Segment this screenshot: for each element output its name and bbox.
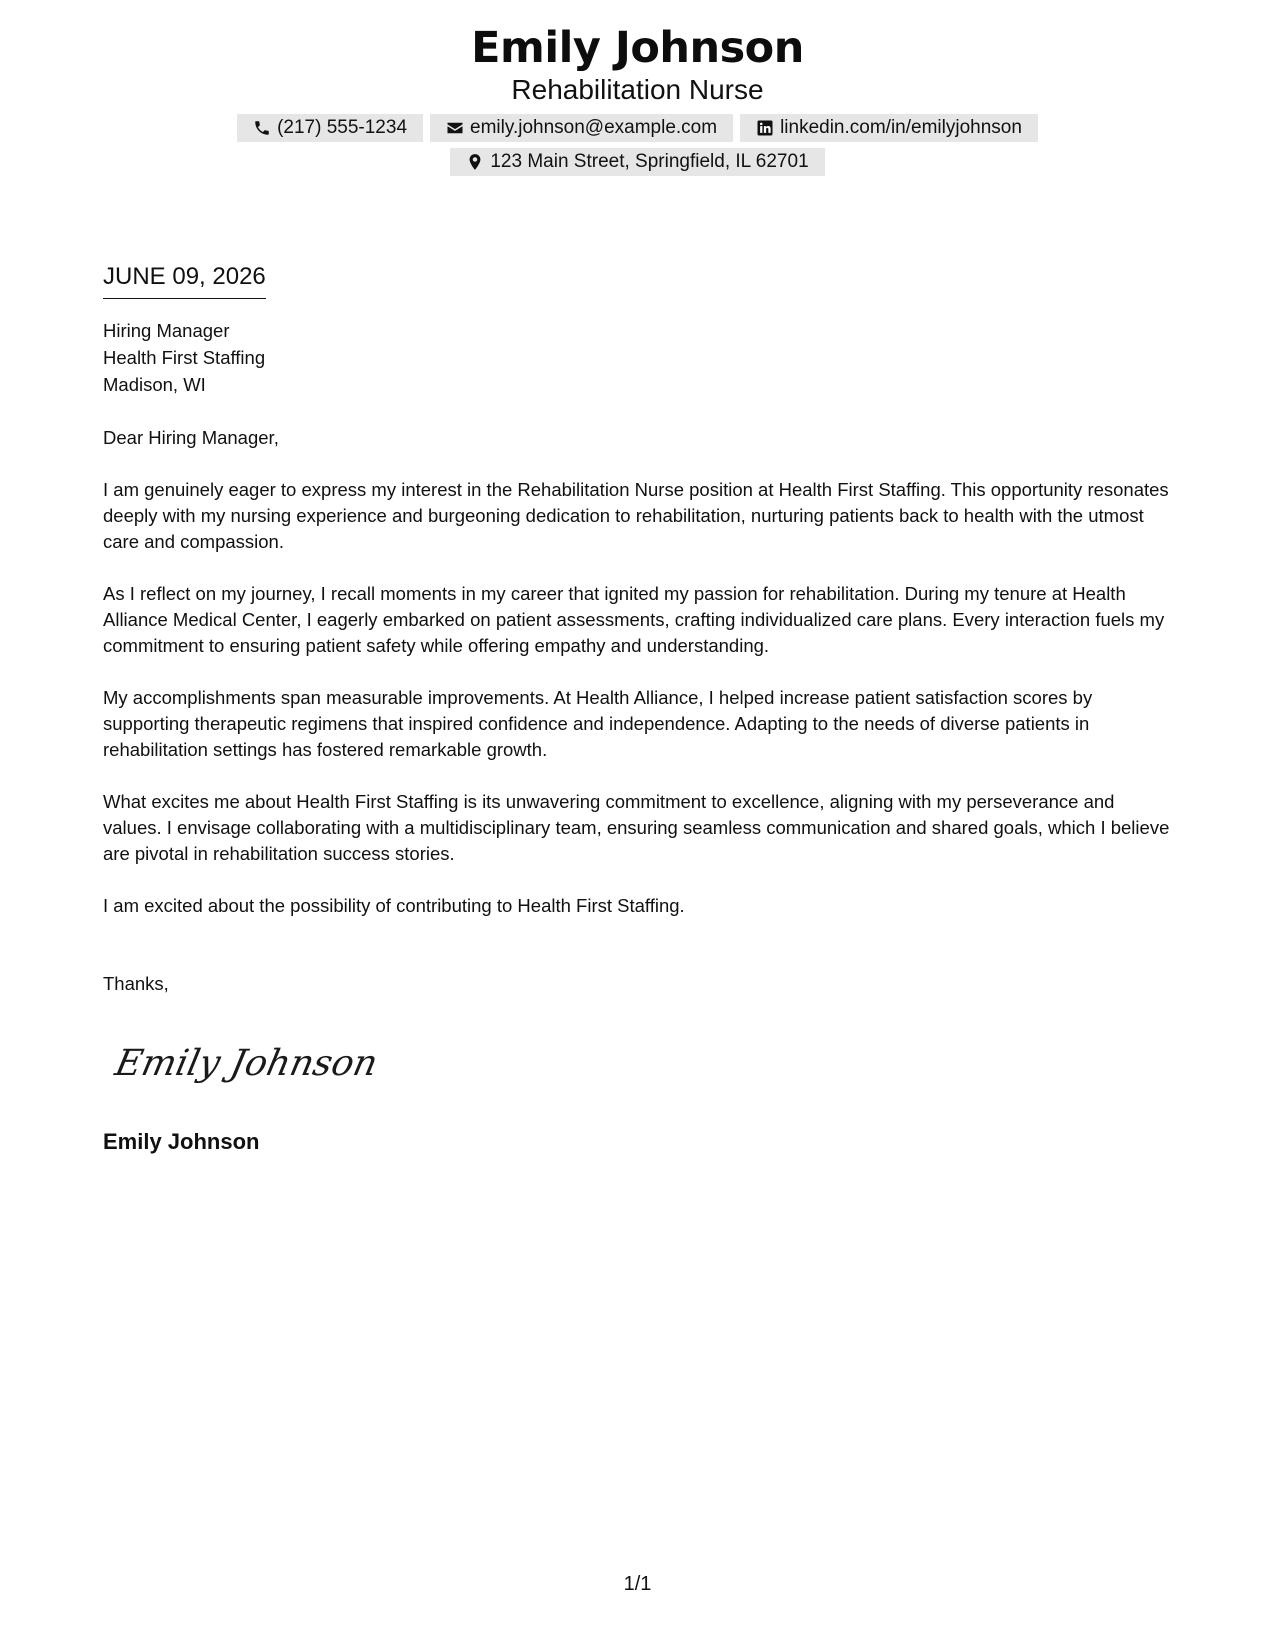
envelope-icon	[446, 119, 464, 137]
recipient-line: Health First Staffing	[103, 347, 266, 368]
address-chip	[450, 148, 824, 176]
email-text: emily.johnson@example.com	[470, 117, 718, 138]
recipient-block	[103, 317, 1175, 398]
address-text: 123 Main Street, Springfield, IL 62701	[490, 151, 809, 172]
linkedin-text: linkedin.com/in/emilyjohnson	[780, 117, 1022, 138]
recipient-line: Madison, WI	[103, 374, 206, 395]
resume-header	[0, 20, 1275, 107]
closing: Thanks,	[103, 973, 169, 994]
linkedin-icon	[756, 119, 774, 137]
applicant-title: Rehabilitation Nurse	[511, 74, 764, 105]
body-paragraph: My accomplishments span measurable improvements. At Health Alliance, I helped increase patient satisfaction scores by supporting therapeutic regimens that inspired confidence and independence. Adapting to the needs of diverse patients in rehabilitation settings has fostered remarkable growth.	[103, 687, 1093, 760]
handwritten-signature	[111, 1035, 382, 1091]
svg-text:Emily Johnson: Emily Johnson	[111, 1041, 382, 1084]
linkedin-chip[interactable]	[740, 114, 1038, 142]
phone-text: (217) 555-1234	[277, 117, 408, 138]
applicant-name: Emily Johnson	[471, 23, 804, 73]
body-paragraph: I am excited about the possibility of contributing to Health First Staffing.	[103, 895, 685, 916]
letter-date: JUNE 09, 2026	[103, 262, 266, 299]
letter-body	[103, 262, 1175, 997]
contact-row-primary	[0, 114, 1275, 142]
recipient-line: Hiring Manager	[103, 320, 230, 341]
salutation: Dear Hiring Manager,	[103, 427, 279, 448]
email-chip[interactable]	[430, 114, 733, 142]
signed-name: Emily Johnson	[103, 1129, 260, 1154]
page-number: 1/1	[623, 1573, 652, 1595]
body-paragraph: What excites me about Health First Staffing is its unwavering commitment to excellence, aligning with my perseverance and values. I envisage collaborating with a multidisciplinary team, ensuring seamless communication and shared goals, which I believe are pivotal in rehabilitation success stories.	[103, 791, 1170, 864]
contact-row-secondary	[0, 148, 1275, 176]
phone-chip[interactable]	[237, 114, 423, 142]
body-paragraph: I am genuinely eager to express my interest in the Rehabilitation Nurse position at Health First Staffing. This opportunity resonates deeply with my nursing experience and burgeoning dedication to rehabilitation, nurturing patients back to health with the utmost care and compassion.	[103, 479, 1169, 552]
body-paragraph: As I reflect on my journey, I recall moments in my career that ignited my passion for rehabilitation. During my tenure at Health Alliance Medical Center, I eagerly embarked on patient assessments, crafting individualized care plans. Every interaction fuels my commitment to ensuring patient safety while offering empathy and understanding.	[103, 583, 1165, 656]
phone-icon	[253, 119, 271, 137]
map-pin-icon	[466, 153, 484, 171]
